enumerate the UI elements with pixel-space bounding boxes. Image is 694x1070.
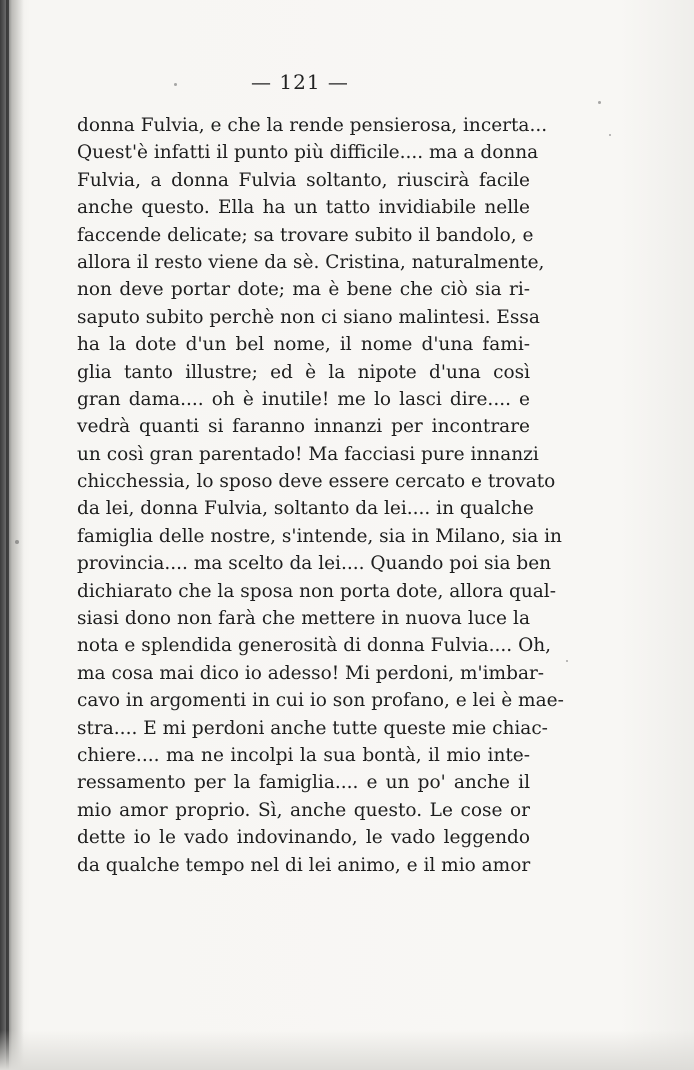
text-line: vedrà quanti si faranno innanzi per incontrare (77, 416, 530, 438)
text-line: gran dama.... oh è inutile! me lo lasci dire.... e (77, 388, 530, 410)
text-line: un così gran parentado! Ma facciasi pure innanzi (77, 443, 539, 465)
text-line: saputo subito perchè non ci siano malintesi. Essa (77, 306, 540, 328)
page-gutter-line (6, 0, 9, 1070)
text-line: provincia.... ma scelto da lei.... Quando poi sia ben (77, 553, 552, 575)
text-line: faccende delicate; sa trovare subito il bandolo, e (77, 224, 534, 246)
text-line: ma cosa mai dico io adesso! Mi perdoni, m'imbar- (77, 662, 545, 684)
text-line: dichiarato che la sposa non porta dote, allora qual- (77, 580, 556, 602)
text-line: Fulvia, a donna Fulvia soltanto, riuscirà facile (77, 169, 530, 191)
text-line: Quest'è infatti il punto più difficile.... ma a donna (77, 142, 539, 164)
paper-speck (566, 660, 568, 662)
text-line: cavo in argomenti in cui io son profano, e lei è mae- (77, 690, 564, 712)
text-line: chicchessia, lo sposo deve essere cercato e trovato (77, 471, 556, 493)
body-text (77, 112, 564, 879)
text-line: da lei, donna Fulvia, soltanto da lei.... in qualche (77, 498, 534, 520)
text-line: anche questo. Ella ha un tatto invidiabile nelle (77, 197, 530, 219)
page-number: — 121 — (251, 70, 349, 94)
text-line: da qualche tempo nel di lei animo, e il mio amor (77, 854, 531, 876)
text-line: ressamento per la famiglia.... e un po' anche il (77, 772, 530, 794)
text-line: chiere.... ma ne incolpi la sua bontà, il mio inte- (77, 744, 530, 766)
page-binding-edge (0, 0, 24, 1070)
page-bottom-shade (0, 1030, 694, 1070)
paper-speck (174, 83, 177, 86)
text-line: nota e splendida generosità di donna Fulvia.... Oh, (77, 635, 552, 657)
text-line: non deve portar dote; ma è bene che ciò sia ri- (77, 279, 530, 301)
text-line: ha la dote d'un bel nome, il nome d'una fami- (77, 334, 530, 356)
paper-speck (15, 540, 19, 544)
text-line: donna Fulvia, e che la rende pensierosa, incerta... (77, 115, 548, 136)
text-line: glia tanto illustre; ed è la nipote d'una così (77, 361, 530, 383)
text-line: famiglia delle nostre, s'intende, sia in Milano, sia in (77, 525, 562, 547)
text-line: allora il resto viene da sè. Cristina, naturalmente, (77, 251, 545, 273)
text-line: mio amor proprio. Sì, anche questo. Le cose or (77, 799, 530, 821)
text-line: dette io le vado indovinando, le vado leggendo (77, 827, 530, 849)
paper-speck (598, 101, 601, 104)
paper-speck (609, 134, 611, 136)
text-line: siasi dono non farà che mettere in nuova luce la (77, 608, 530, 630)
text-line: stra.... E mi perdoni anche tutte queste mie chiac- (77, 717, 548, 739)
